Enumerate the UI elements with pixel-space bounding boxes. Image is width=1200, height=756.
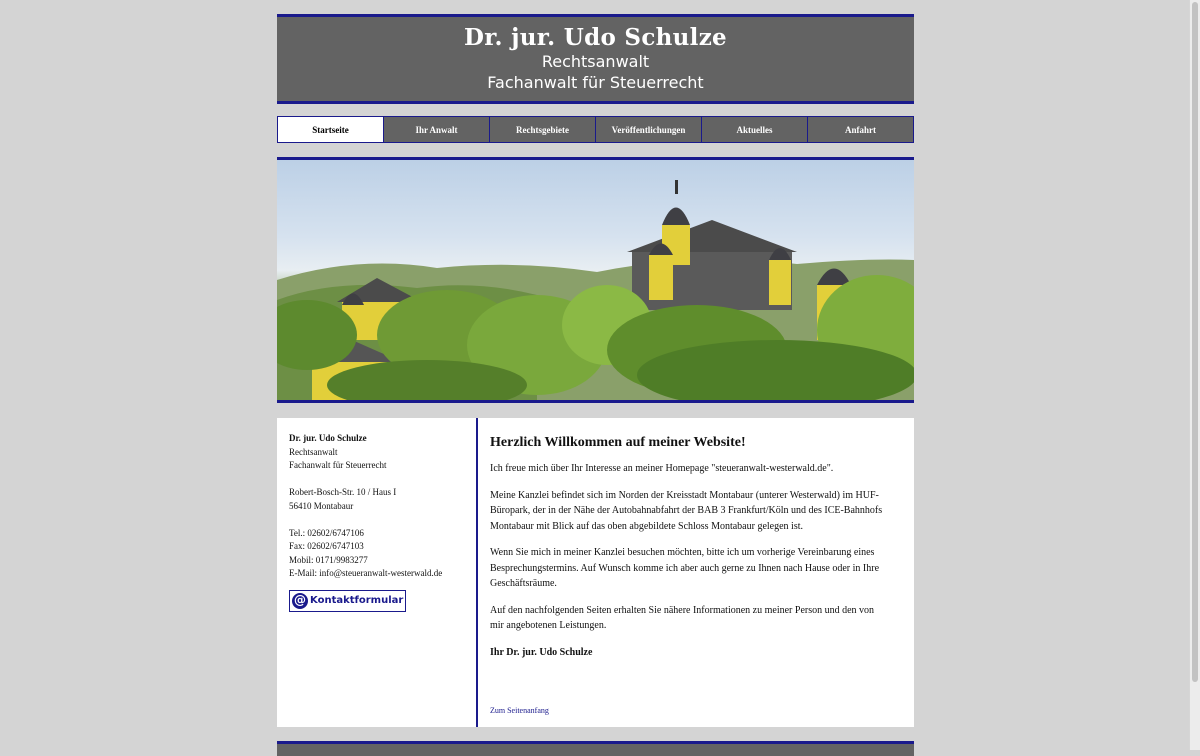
site-subtitle-1: Rechtsanwalt [541, 52, 650, 71]
appointment-paragraph: Wenn Sie mich in meiner Kanzlei besuchen möchten, bitte ich um vorherige Vereinbarung eines Besprechungstermins. Auf Wunsch komme ich aber auch gerne zu Ihnen nach Hause oder in Ihre Geschäftsräume. [490, 547, 880, 589]
sidebar-email[interactable]: E-Mail: info@steueranwalt-westerwald.de [289, 568, 443, 578]
sidebar-phone: Tel.: 02602/6747106 [289, 527, 364, 538]
castle-landscape-illustration [277, 160, 914, 400]
footer-strip [277, 741, 914, 756]
sidebar-city: 56410 Montabaur [289, 500, 354, 511]
signature: Ihr Dr. jur. Udo Schulze [490, 646, 593, 658]
sidebar-street: Robert-Bosch-Str. 10 / Haus I [289, 487, 397, 497]
nav-item-rechtsgebiete[interactable]: Rechtsgebiete [489, 116, 596, 143]
page-container [277, 14, 914, 727]
site-header [277, 14, 914, 104]
banner-castle-image [277, 157, 914, 403]
contact-form-label: Kontaktformular [310, 594, 404, 606]
main-navigation [277, 116, 914, 143]
scrollbar-thumb[interactable] [1192, 2, 1198, 682]
nav-item-startseite[interactable]: Startseite [277, 116, 384, 143]
sidebar-name: Dr. jur. Udo Schulze [289, 433, 367, 443]
contact-form-button[interactable] [289, 590, 406, 612]
spacer [289, 473, 476, 487]
nav-item-veroeffentlichungen[interactable]: Veröffentlichungen [595, 116, 702, 143]
sidebar-title-2: Fachanwalt für Steuerrecht [289, 460, 387, 470]
at-sign-icon: @ [294, 592, 306, 607]
nav-item-aktuelles[interactable]: Aktuelles [701, 116, 808, 143]
contact-sidebar [277, 418, 478, 727]
main-content [478, 418, 914, 727]
sidebar-fax: Fax: 02602/6747103 [289, 541, 364, 551]
nav-item-ihr-anwalt[interactable]: Ihr Anwalt [383, 116, 490, 143]
scrollbar[interactable] [1189, 0, 1200, 750]
intro-paragraph: Ich freue mich über Ihr Interesse an meiner Homepage "steueranwalt-westerwald.de". [490, 463, 834, 474]
sidebar-mobile: Mobil: 0171/9983277 [289, 554, 368, 565]
back-to-top-link[interactable]: Zum Seitenanfang [490, 706, 549, 715]
welcome-heading: Herzlich Willkommen auf meiner Website! [490, 435, 746, 450]
spacer [289, 513, 476, 527]
nav-item-anfahrt[interactable]: Anfahrt [807, 116, 914, 143]
site-title: Dr. jur. Udo Schulze [463, 24, 727, 51]
content-area [277, 418, 914, 727]
site-subtitle-2: Fachanwalt für Steuerrecht [487, 73, 704, 92]
office-location-paragraph: Meine Kanzlei befindet sich im Norden der Kreisstadt Montabaur (unterer Westerwald) im HUF-Büropark, der in der Nähe der Autobahnabfahrt der BAB 3 Frankfurt/Köln und des ICE-Bahnhofs Montabaur mit Blick auf das oben abgebildete Schloss Montabaur gelegen ist. [490, 489, 883, 532]
sidebar-title-1: Rechtsanwalt [289, 446, 338, 457]
info-paragraph: Auf den nachfolgenden Seiten erhalten Sie nähere Informationen zu meiner Person und den von mir angebotenen Leistungen. [490, 604, 875, 631]
